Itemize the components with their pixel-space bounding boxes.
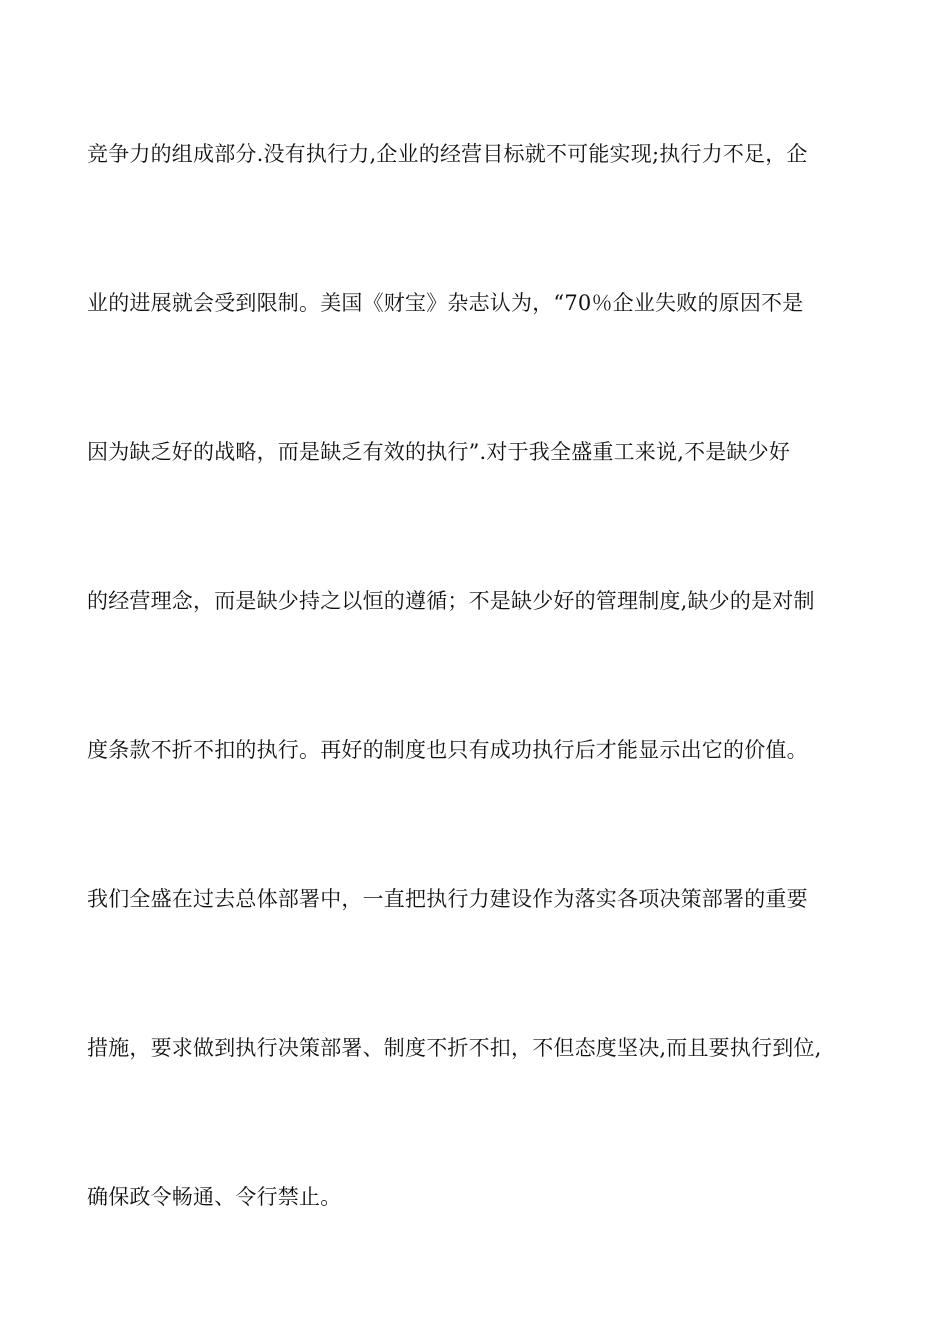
text-line: 措施，要求做到执行决策部署、制度不折不扣，不但态度坚决,而且要执行到位, [87, 1036, 822, 1060]
text-line: 我们全盛在过去总体部署中，一直把执行力建设作为落实各项决策部署的重要 [87, 887, 808, 911]
text-line: 业的进展就会受到限制。美国《财宝》杂志认为，“70％企业失败的原因不是 [87, 291, 804, 315]
text-line: 的经营理念，而是缺少持之以恒的遵循；不是缺少好的管理制度,缺少的是对制 [87, 589, 815, 613]
text-line: 确保政令畅通、令行禁止。 [87, 1185, 342, 1209]
text-line: 度条款不折不扣的执行。再好的制度也只有成功执行后才能显示出它的价值。 [87, 738, 808, 762]
text-line: 因为缺乏好的战略，而是缺乏有效的执行”.对于我全盛重工来说,不是缺少好 [87, 440, 791, 464]
text-line: 竞争力的组成部分.没有执行力,企业的经营目标就不可能实现;执行力不足，企 [87, 142, 808, 166]
